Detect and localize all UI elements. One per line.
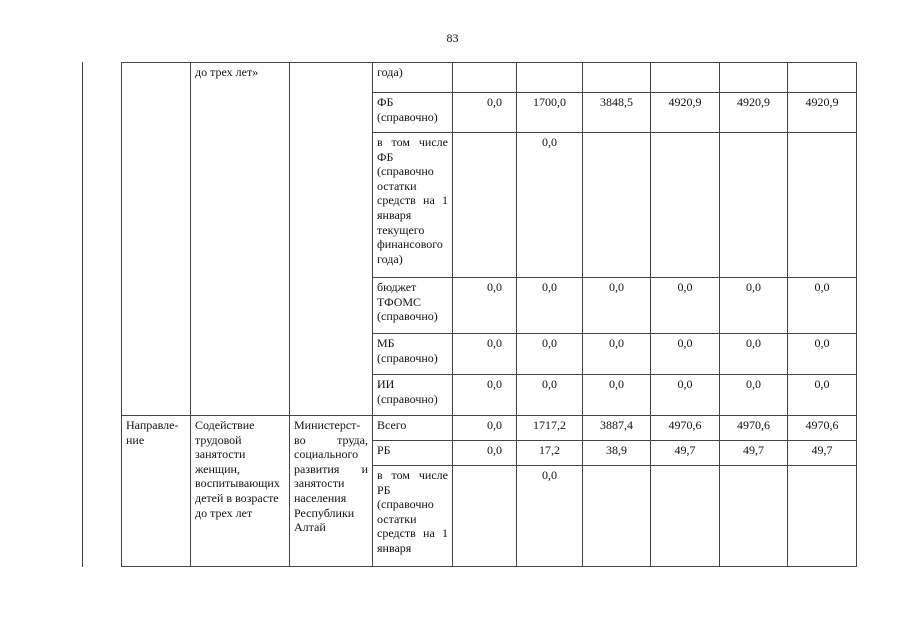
value-cell xyxy=(453,63,517,93)
cell-line: в том числе xyxy=(377,468,448,482)
funding-source-cell xyxy=(373,441,453,466)
value-cell: 17,2 xyxy=(517,441,583,466)
value-cell: 49,7 xyxy=(720,441,788,466)
cell-line: в том числе xyxy=(377,135,448,149)
funding-source-cell xyxy=(373,375,453,416)
cell-line: (справочно xyxy=(377,164,434,179)
value-cell: 0,0 xyxy=(651,375,720,416)
cell-line: детей в возрасте xyxy=(195,490,279,505)
value-cell xyxy=(651,63,720,93)
cell-line: социального xyxy=(294,447,359,462)
value-cell xyxy=(651,466,720,567)
value-cell: 38,9 xyxy=(583,441,651,466)
value-cell: 0,0 xyxy=(517,375,583,416)
cell-line: Министерст- xyxy=(294,418,361,432)
value-cell xyxy=(517,63,583,93)
value-cell: 0,0 xyxy=(720,375,788,416)
cell-line: ФБ xyxy=(377,95,394,109)
value-cell xyxy=(583,133,651,278)
cell-line: воспитывающих xyxy=(195,476,280,491)
funding-source-cell xyxy=(373,466,453,567)
cell-line: занятости xyxy=(294,476,345,491)
value-cell: 1700,0 xyxy=(517,93,583,133)
value-cell: 4920,9 xyxy=(788,93,857,133)
cell-line: РБ xyxy=(377,443,391,457)
funding-source-cell xyxy=(373,93,453,133)
executor-cell xyxy=(290,63,373,416)
cell-line: остатки xyxy=(377,178,417,193)
table-bottom-rule xyxy=(121,566,856,567)
cell-line: женщин, xyxy=(195,461,240,476)
executor-cell xyxy=(290,416,373,567)
cell-line: года) xyxy=(377,65,403,79)
value-cell: 49,7 xyxy=(651,441,720,466)
value-cell: 49,7 xyxy=(788,441,857,466)
value-cell: 3887,4 xyxy=(583,416,651,441)
cell-line: Республики xyxy=(294,505,355,520)
value-cell: 4970,6 xyxy=(651,416,720,441)
cell-line: января xyxy=(377,207,412,222)
value-cell: 4920,9 xyxy=(651,93,720,133)
cell-line: (справочно) xyxy=(377,350,438,365)
cell-line: ние xyxy=(126,432,145,447)
funding-source-cell xyxy=(373,416,453,441)
cell-line: ТФОМС xyxy=(377,294,422,309)
value-cell xyxy=(788,466,857,567)
value-cell: 0,0 xyxy=(583,334,651,375)
value-cell: 4920,9 xyxy=(720,93,788,133)
budget-table xyxy=(121,62,857,567)
cell-line: развития и xyxy=(294,461,368,476)
value-cell: 4970,6 xyxy=(788,416,857,441)
cell-line: (справочно) xyxy=(377,109,438,124)
value-cell xyxy=(720,133,788,278)
cell-line: остатки xyxy=(377,511,417,526)
measure-name-cell xyxy=(191,63,290,416)
value-cell: 0,0 xyxy=(651,278,720,334)
value-cell xyxy=(651,133,720,278)
value-cell: 0,0 xyxy=(517,334,583,375)
value-cell xyxy=(583,63,651,93)
value-cell: 0,0 xyxy=(517,133,583,278)
value-cell: 0,0 xyxy=(453,278,517,334)
measure-name-continuation: до трех лет» xyxy=(195,65,259,79)
value-cell: 0,0 xyxy=(517,278,583,334)
value-cell: 0,0 xyxy=(453,334,517,375)
value-cell: 0,0 xyxy=(788,278,857,334)
cell-line: занятости xyxy=(195,447,246,462)
cell-line: ИИ xyxy=(377,377,395,391)
cell-line: средств на 1 xyxy=(377,526,448,541)
value-cell: 0,0 xyxy=(453,416,517,441)
measure-name-cell xyxy=(191,416,290,567)
table-row xyxy=(122,416,857,441)
cell-line: Алтай xyxy=(294,520,326,535)
cell-line: РБ xyxy=(377,482,391,497)
cell-line: (справочно) xyxy=(377,391,438,406)
type-cell xyxy=(122,63,191,416)
funding-source-cell xyxy=(373,278,453,334)
value-cell xyxy=(720,466,788,567)
value-cell: 0,0 xyxy=(583,278,651,334)
value-cell: 0,0 xyxy=(720,278,788,334)
funding-source-cell xyxy=(373,334,453,375)
value-cell: 0,0 xyxy=(720,334,788,375)
value-cell xyxy=(788,63,857,93)
value-cell xyxy=(583,466,651,567)
cell-line: бюджет xyxy=(377,280,417,294)
cell-line: Направле- xyxy=(126,418,179,432)
value-cell: 0,0 xyxy=(453,375,517,416)
cell-line: трудовой xyxy=(195,432,242,447)
cell-line: года) xyxy=(377,251,403,266)
cell-line: января xyxy=(377,540,412,555)
value-cell: 0,0 xyxy=(651,334,720,375)
value-cell: 4970,6 xyxy=(720,416,788,441)
value-cell: 0,0 xyxy=(788,334,857,375)
cell-line: до трех лет xyxy=(195,505,253,520)
value-cell xyxy=(453,133,517,278)
funding-source-cell xyxy=(373,63,453,93)
value-cell: 0,0 xyxy=(517,466,583,567)
value-cell: 0,0 xyxy=(453,93,517,133)
cell-line: населения xyxy=(294,490,347,505)
value-cell: 0,0 xyxy=(583,375,651,416)
left-margin-rule xyxy=(82,62,83,567)
table-row xyxy=(122,63,857,93)
cell-line: во труда, xyxy=(294,432,368,447)
cell-line: (справочно) xyxy=(377,309,438,324)
value-cell: 3848,5 xyxy=(583,93,651,133)
page-number: 83 xyxy=(446,31,459,45)
cell-line: средств на 1 xyxy=(377,193,448,208)
cell-line: МБ xyxy=(377,336,395,350)
cell-line: Содействие xyxy=(195,418,255,432)
value-cell: 1717,2 xyxy=(517,416,583,441)
value-cell xyxy=(788,133,857,278)
type-cell xyxy=(122,416,191,567)
value-cell: 0,0 xyxy=(788,375,857,416)
funding-source-cell xyxy=(373,133,453,278)
cell-line: Всего xyxy=(377,418,407,432)
cell-line: текущего xyxy=(377,222,425,237)
value-cell: 0,0 xyxy=(453,441,517,466)
cell-line: (справочно xyxy=(377,497,434,512)
value-cell xyxy=(720,63,788,93)
cell-line: ФБ xyxy=(377,149,394,164)
cell-line: финансового xyxy=(377,237,443,252)
value-cell xyxy=(453,466,517,567)
